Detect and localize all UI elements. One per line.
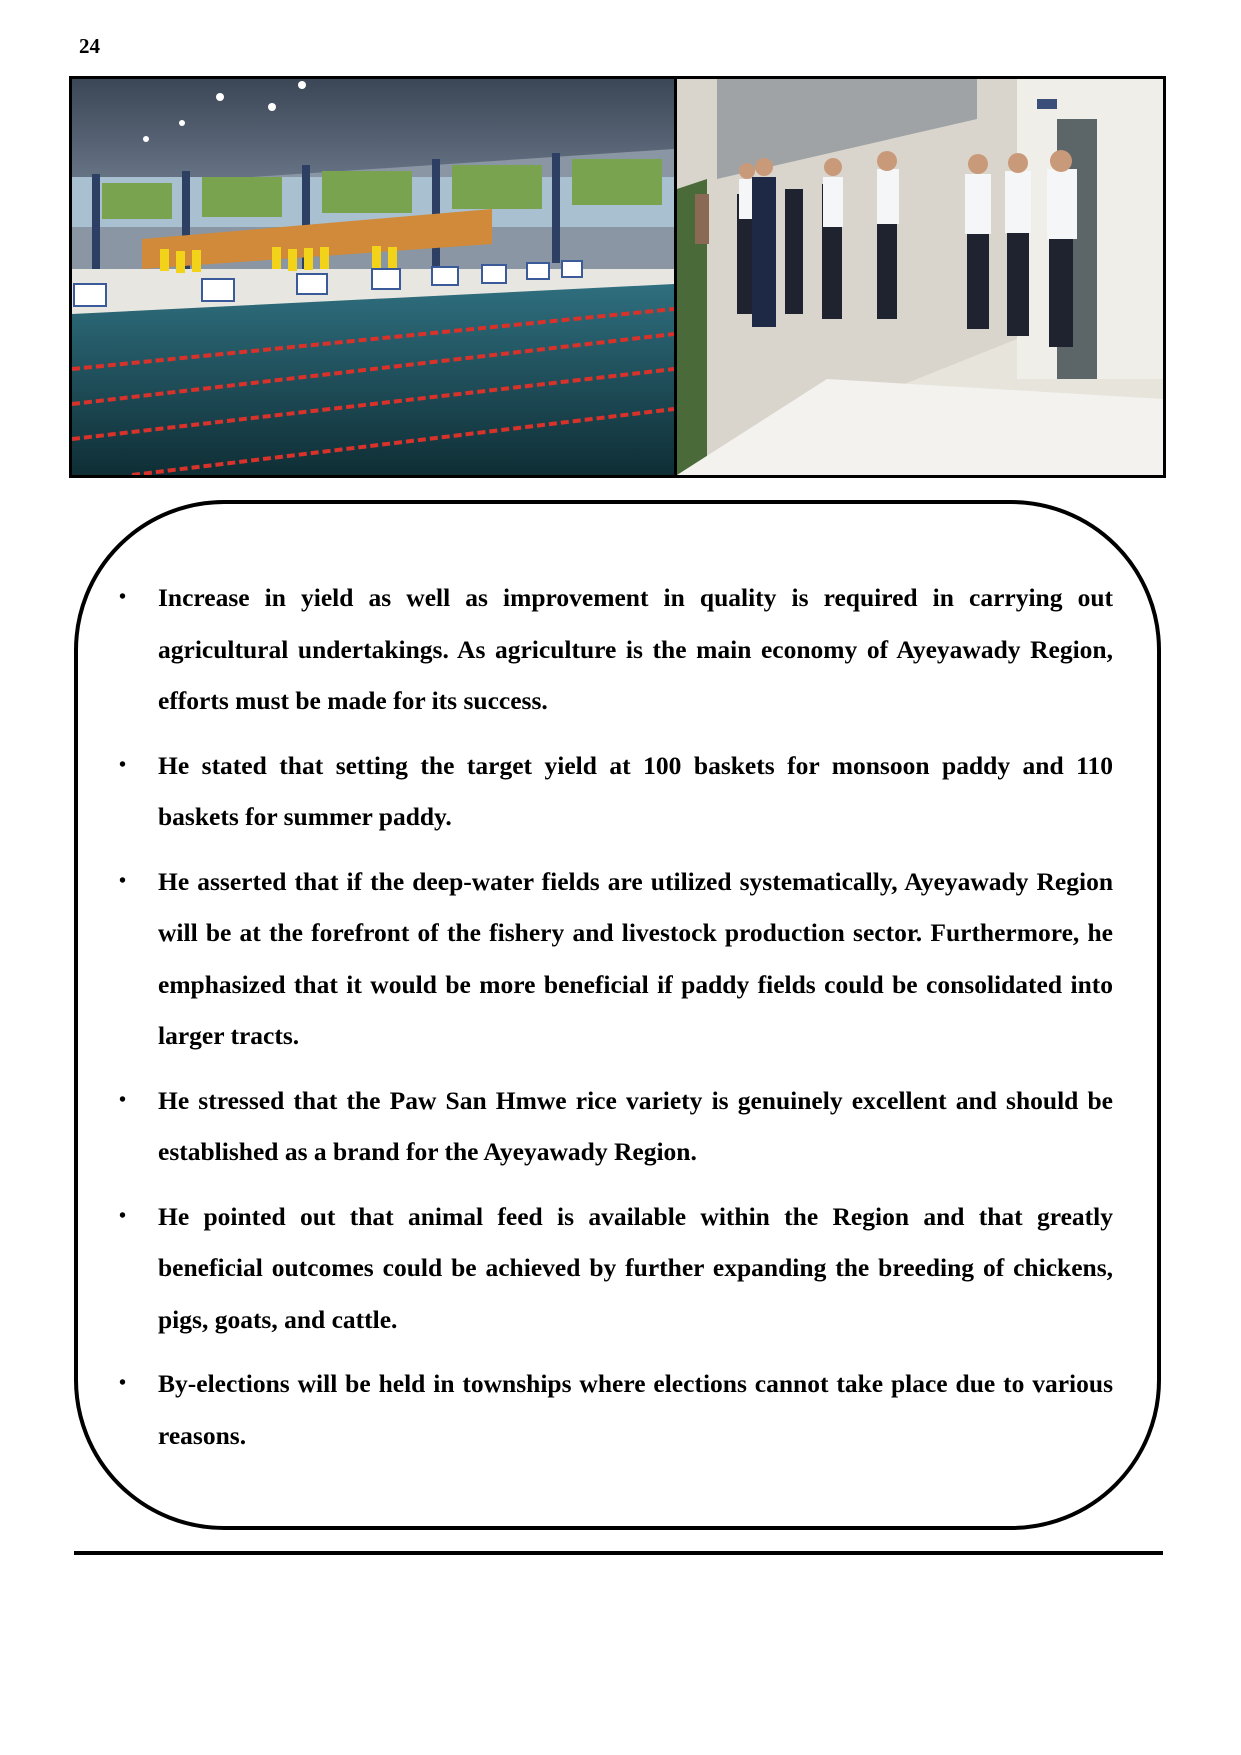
bullet-text: By-elections will be held in townships where elections cannot take place due to various reasons. bbox=[158, 1369, 1113, 1450]
bullet-icon: • bbox=[119, 586, 127, 608]
officials-inspection-photo bbox=[677, 79, 1163, 475]
list-item bbox=[119, 1075, 1113, 1178]
bottom-divider bbox=[74, 1551, 1163, 1555]
list-item bbox=[119, 572, 1113, 727]
bullet-icon: • bbox=[119, 1088, 127, 1111]
list-item bbox=[119, 740, 1113, 843]
list-item bbox=[119, 1191, 1113, 1346]
bullet-icon: • bbox=[119, 1372, 127, 1394]
page-number: 24 bbox=[79, 34, 100, 58]
indoor-swimming-pool-photo bbox=[72, 79, 674, 475]
bullet-list bbox=[119, 572, 1113, 1474]
list-item bbox=[119, 856, 1113, 1062]
bullet-icon: • bbox=[119, 753, 127, 776]
bullet-icon: • bbox=[119, 869, 127, 892]
bullet-text: He stated that setting the target yield at 100 baskets for monsoon paddy and 110 baskets for summer paddy. bbox=[158, 750, 1113, 831]
photo-strip bbox=[69, 76, 1166, 478]
list-item bbox=[119, 1358, 1113, 1461]
bullet-text: He asserted that if the deep-water fields are utilized systematically, Ayeyawady Region will be at the forefront of the fishery and livestock production sector. Furthermore, he emphasized that it would be more beneficial if paddy fields could be consolidated into larger tracts. bbox=[158, 866, 1113, 1050]
bullet-text: Increase in yield as well as improvement in quality is required in carrying out agricultural undertakings. As agriculture is the main economy of Ayeyawady Region, efforts must be made for its success. bbox=[158, 583, 1113, 715]
bullet-text: He pointed out that animal feed is available within the Region and that greatly beneficial outcomes could be achieved by further expanding the breeding of chickens, pigs, goats, and cattle. bbox=[158, 1201, 1113, 1334]
bullet-text: He stressed that the Paw San Hmwe rice variety is genuinely excellent and should be established as a brand for the Ayeyawady Region. bbox=[158, 1085, 1113, 1166]
bullet-icon: • bbox=[119, 1204, 127, 1227]
